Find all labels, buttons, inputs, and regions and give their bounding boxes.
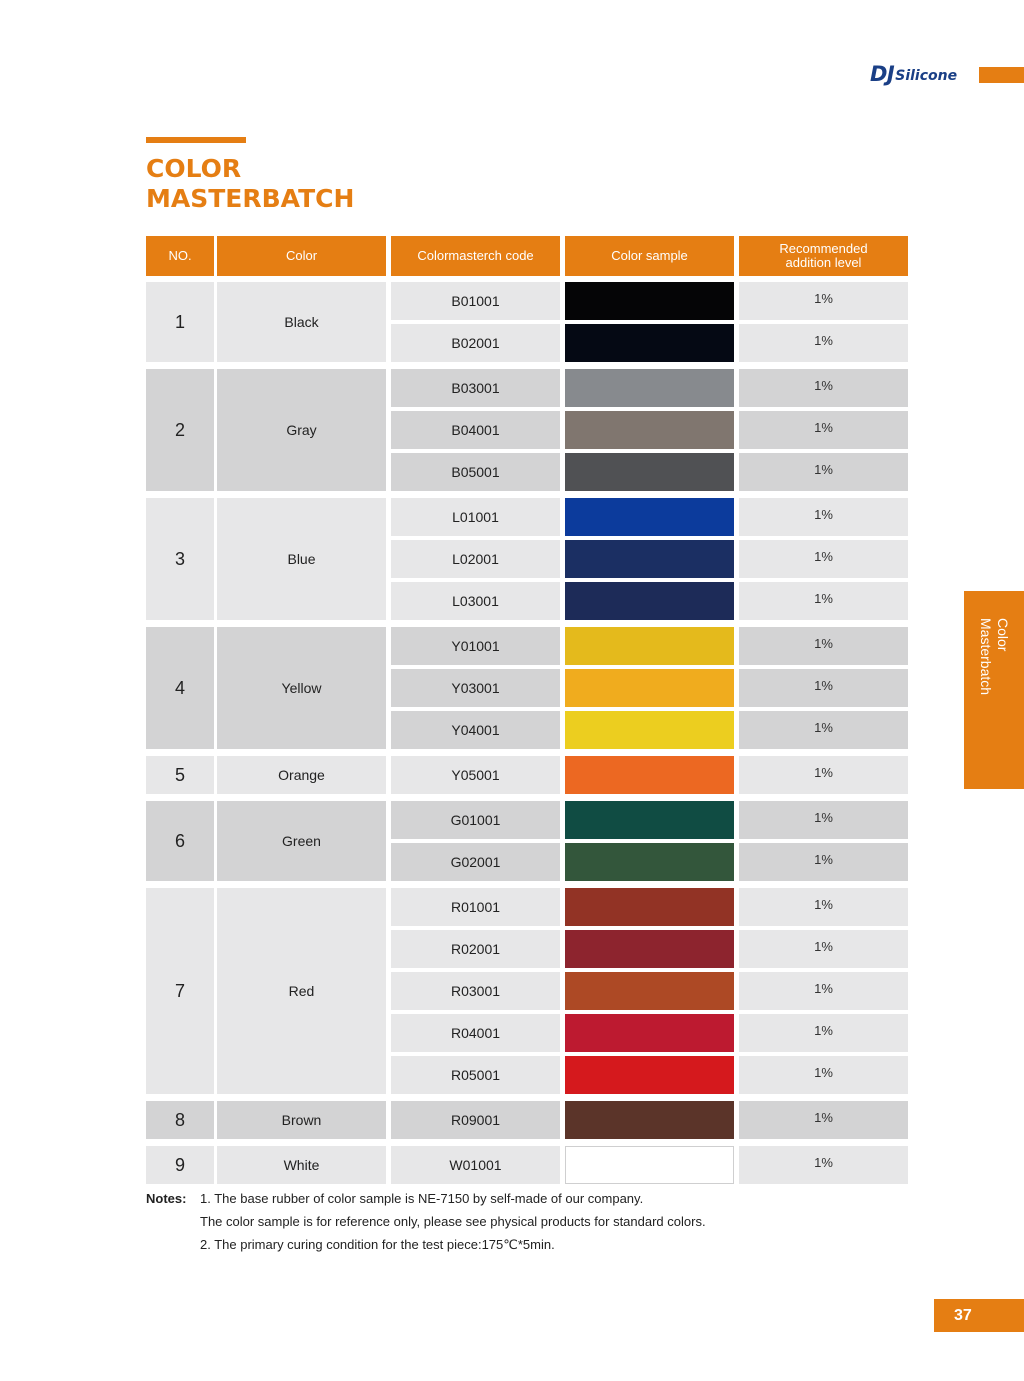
addition-level: 1% xyxy=(739,1146,908,1184)
side-tab-text xyxy=(964,591,1024,789)
colormasterbatch-code: W01001 xyxy=(391,1146,560,1184)
colormasterbatch-code: L02001 xyxy=(391,540,560,578)
colormasterbatch-code: R05001 xyxy=(391,1056,560,1094)
colormasterbatch-code: R03001 xyxy=(391,972,560,1010)
color-sample-swatch xyxy=(565,1056,734,1094)
color-sample-swatch xyxy=(565,843,734,881)
logo-accent-bar xyxy=(979,67,1024,83)
header-code xyxy=(391,236,560,276)
header-no xyxy=(146,236,214,276)
colormasterbatch-code: Y05001 xyxy=(391,756,560,794)
colormasterbatch-code: G02001 xyxy=(391,843,560,881)
header-color-label: Color xyxy=(285,248,318,263)
colormasterbatch-code: Y01001 xyxy=(391,627,560,665)
colormasterbatch-code: B03001 xyxy=(391,369,560,407)
addition-level: 1% xyxy=(739,888,908,926)
group-number: 1 xyxy=(146,282,214,362)
color-sample-swatch xyxy=(565,801,734,839)
color-sample-swatch xyxy=(565,756,734,794)
side-section-tab xyxy=(964,591,1024,789)
color-sample-swatch xyxy=(565,324,734,362)
color-sample-swatch xyxy=(565,930,734,968)
group-color-name: Orange xyxy=(217,756,386,794)
addition-level: 1% xyxy=(739,582,908,620)
header-level-label: Recommended addition level xyxy=(779,241,868,270)
color-sample-swatch xyxy=(565,411,734,449)
color-sample-swatch xyxy=(565,1101,734,1139)
color-sample-swatch xyxy=(565,627,734,665)
group-number: 8 xyxy=(146,1101,214,1139)
logo-dj: DJ xyxy=(870,62,895,86)
note-line: 1. The base rubber of color sample is NE-7150 by self-made of our company. xyxy=(200,1191,644,1206)
colormasterbatch-code: B01001 xyxy=(391,282,560,320)
side-tab-line2: Masterbatch xyxy=(978,618,994,696)
color-sample-swatch xyxy=(565,1014,734,1052)
color-sample-swatch xyxy=(565,498,734,536)
group-number: 6 xyxy=(146,801,214,881)
addition-level: 1% xyxy=(739,498,908,536)
colormasterbatch-code: B05001 xyxy=(391,453,560,491)
colormasterbatch-code: R02001 xyxy=(391,930,560,968)
header-sample-label: Color sample xyxy=(611,248,688,263)
group-color-name: Gray xyxy=(217,369,386,491)
colormasterbatch-code: L03001 xyxy=(391,582,560,620)
colormasterbatch-code: L01001 xyxy=(391,498,560,536)
addition-level: 1% xyxy=(739,369,908,407)
colormasterbatch-code: R01001 xyxy=(391,888,560,926)
header-color xyxy=(217,236,386,276)
header-code-label: Colormasterch code xyxy=(417,248,534,263)
colormasterbatch-code: Y04001 xyxy=(391,711,560,749)
group-number: 7 xyxy=(146,888,214,1094)
group-number: 5 xyxy=(146,756,214,794)
addition-level: 1% xyxy=(739,1056,908,1094)
colormasterbatch-code: Y03001 xyxy=(391,669,560,707)
group-color-name: Brown xyxy=(217,1101,386,1139)
addition-level: 1% xyxy=(739,930,908,968)
group-color-name: White xyxy=(217,1146,386,1184)
group-number: 9 xyxy=(146,1146,214,1184)
addition-level: 1% xyxy=(739,843,908,881)
color-sample-swatch xyxy=(565,369,734,407)
logo-silicone: Silicone xyxy=(895,68,958,84)
color-sample-swatch xyxy=(565,888,734,926)
addition-level: 1% xyxy=(739,801,908,839)
group-color-name: Red xyxy=(217,888,386,1094)
note-line: The color sample is for reference only, please see physical products for standard colors. xyxy=(200,1214,706,1229)
addition-level: 1% xyxy=(739,1014,908,1052)
color-sample-swatch xyxy=(565,540,734,578)
header-level xyxy=(739,236,908,276)
colormasterbatch-code: B04001 xyxy=(391,411,560,449)
group-number: 4 xyxy=(146,627,214,749)
color-sample-swatch xyxy=(565,582,734,620)
colormasterbatch-code: B02001 xyxy=(391,324,560,362)
group-number: 2 xyxy=(146,369,214,491)
title-rule xyxy=(146,137,246,143)
addition-level: 1% xyxy=(739,756,908,794)
group-color-name: Green xyxy=(217,801,386,881)
notes-label: Notes: xyxy=(146,1191,187,1206)
page-title: COLOR MASTERBATCH xyxy=(146,154,355,213)
addition-level: 1% xyxy=(739,1101,908,1139)
addition-level: 1% xyxy=(739,972,908,1010)
colormasterbatch-code: R09001 xyxy=(391,1101,560,1139)
note-line: 2. The primary curing condition for the test piece:175℃*5min. xyxy=(200,1237,555,1252)
color-sample-swatch xyxy=(565,1146,734,1184)
addition-level: 1% xyxy=(739,711,908,749)
group-color-name: Yellow xyxy=(217,627,386,749)
company-logo xyxy=(870,62,957,86)
addition-level: 1% xyxy=(739,627,908,665)
group-color-name: Black xyxy=(217,282,386,362)
color-sample-swatch xyxy=(565,972,734,1010)
group-color-name: Blue xyxy=(217,498,386,620)
color-sample-swatch xyxy=(565,282,734,320)
addition-level: 1% xyxy=(739,669,908,707)
addition-level: 1% xyxy=(739,453,908,491)
colormasterbatch-code: R04001 xyxy=(391,1014,560,1052)
header-sample xyxy=(565,236,734,276)
addition-level: 1% xyxy=(739,411,908,449)
addition-level: 1% xyxy=(739,324,908,362)
addition-level: 1% xyxy=(739,282,908,320)
color-sample-swatch xyxy=(565,669,734,707)
addition-level: 1% xyxy=(739,540,908,578)
color-sample-swatch xyxy=(565,711,734,749)
page-number: 37 xyxy=(934,1299,1024,1332)
colormasterbatch-code: G01001 xyxy=(391,801,560,839)
side-tab-line1: Color xyxy=(995,618,1011,652)
header-no-label: NO. xyxy=(168,248,192,263)
group-number: 3 xyxy=(146,498,214,620)
color-sample-swatch xyxy=(565,453,734,491)
